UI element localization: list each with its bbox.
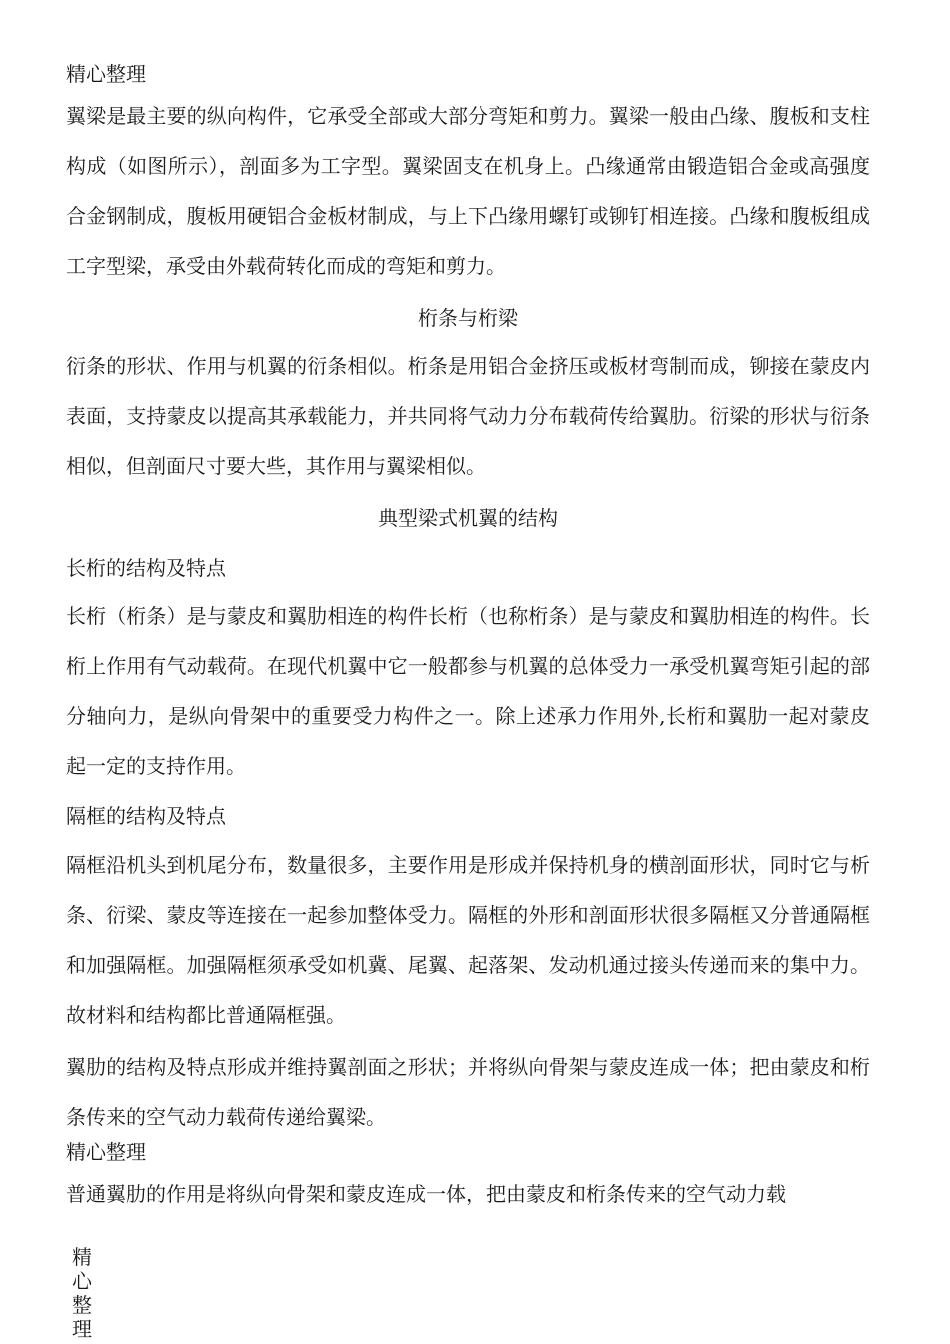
paragraph-stringer: 衍条的形状、作用与机翼的衍条相似。桁条是用铝合金挤压或板材弯制而成，铆接在蒙皮内表面，支持蒙皮以提高其承载能力，并共同将气动力分布载荷传给翼肋。衍梁的形状与衍条相似，但剖面尺寸要大些，其作用与翼梁相似。	[66, 354, 870, 478]
paragraph-rib: 翼肋的结构及特点形成并维持翼剖面之形状；并将纵向骨架与蒙皮连成一体；把由蒙皮和桁条传来的空气动力载荷传递给翼梁。	[66, 1055, 870, 1129]
paragraph-normal-rib: 普通翼肋的作用是将纵向骨架和蒙皮连成一体，把由蒙皮和桁条传来的空气动力载	[66, 1182, 786, 1206]
section-title-wing-structure: 典型梁式机翼的结构	[378, 506, 558, 530]
page-footer-vertical: 精心整理	[72, 1245, 92, 1341]
section-title-stringer: 桁条与桁梁	[418, 306, 518, 330]
paragraph-frame: 隔框沿机头到机尾分布，数量很多，主要作用是形成并保持机身的横剖面形状，同时它与析条、衍梁、蒙皮等连接在一起参加整体受力。隔框的外形和剖面形状很多隔框又分普通隔框和加强隔框。加强隔框须承受如机冀、尾翼、起落架、发动机通过接头传递而来的集中力。故材料和结构都比普通隔框强。	[66, 853, 870, 1027]
paragraph-longeron: 长桁（桁条）是与蒙皮和翼肋相连的构件长桁（也称桁条）是与蒙皮和翼肋相连的构件。长桁上作用有气动载荷。在现代机翼中它一般都参与机翼的总体受力一承受机翼弯矩引起的部分轴向力，是纵向骨架中的重要受力构件之一。除上述承力作用外,长桁和翼肋一起对蒙皮起一定的支持作用。	[66, 604, 870, 778]
subheading-longeron: 长桁的结构及特点	[66, 556, 226, 580]
paragraph-spar: 翼梁是最主要的纵向构件，它承受全部或大部分弯矩和剪力。翼梁一般由凸缘、腹板和支柱构成（如图所示），剖面多为工字型。翼梁固支在机身上。凸缘通常由锻造铝合金或高强度合金钢制成，腹板用硬铝合金板材制成，与上下凸缘用螺钉或铆钉相连接。凸缘和腹板组成工字型梁，承受由外载荷转化而成的弯矩和剪力。	[66, 104, 870, 278]
page-header: 精心整理	[66, 62, 146, 86]
subheading-frame: 隔框的结构及特点	[66, 804, 226, 828]
page-header-repeat: 精心整理	[66, 1140, 146, 1164]
